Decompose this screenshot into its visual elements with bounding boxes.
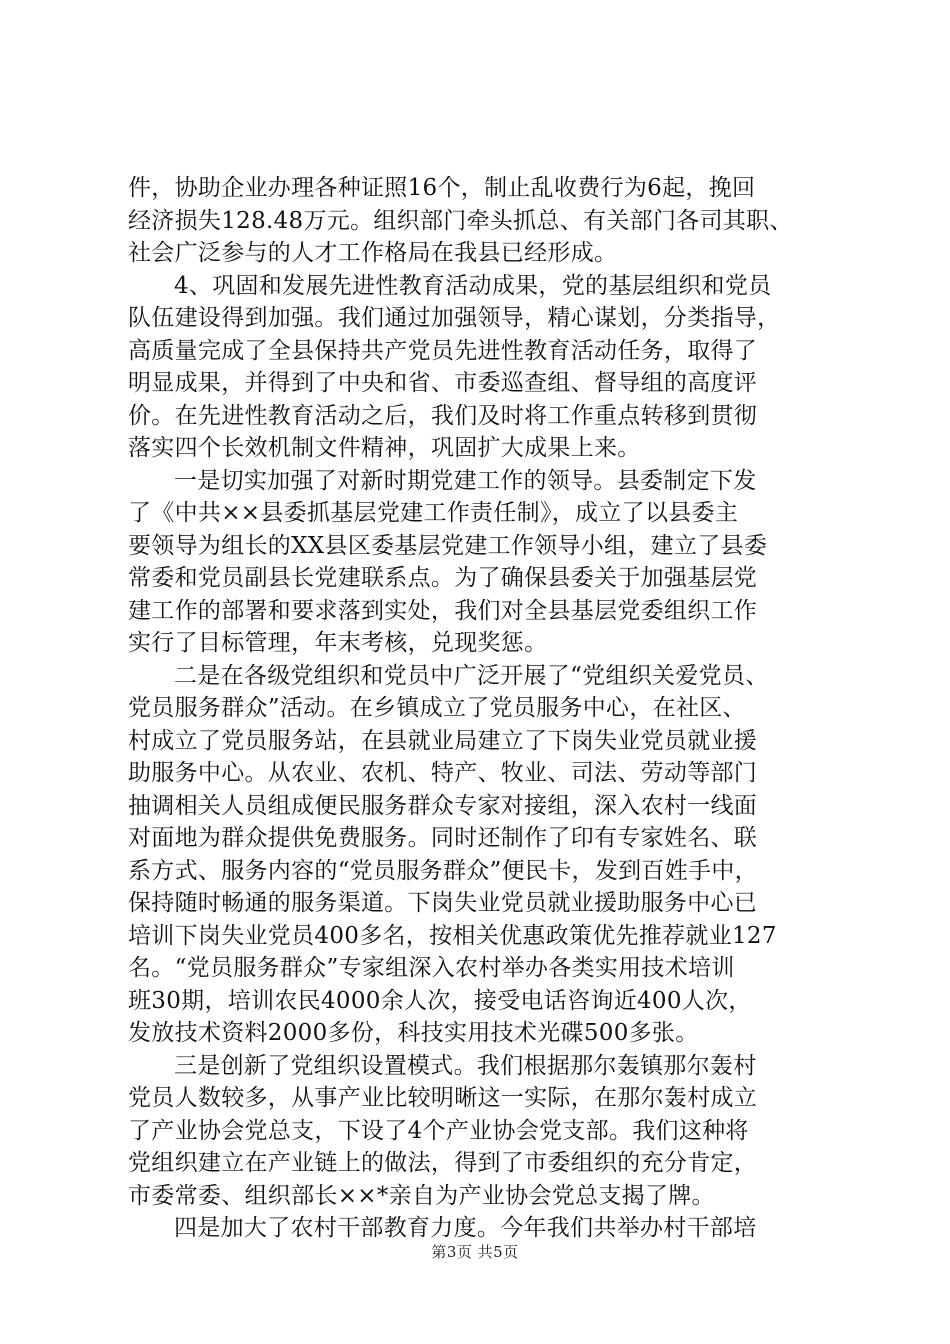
text-line: 高质量完成了全县保持共产党员先进性教育活动任务，取得了 xyxy=(128,337,758,364)
text-line: 名。“党员服务群众”专家组深入农村举办各类实用技术培训 xyxy=(128,955,735,981)
text-line: 一是切实加强了对新时期党建工作的领导。县委制定下发 xyxy=(174,467,757,494)
text-line: 件，协助企业办理各种证照16个，制止乱收费行为6起，挽回 xyxy=(128,175,756,201)
text-line: 4、巩固和发展先进性教育活动成果，党的基层组织和党员 xyxy=(174,272,772,299)
text-line: 发放技术资料2000多份，科技实用技术光碟500多张。 xyxy=(128,1020,699,1046)
text-line: 社会广泛参与的人才工作格局在我县已经形成。 xyxy=(128,240,618,266)
text-line: 党员人数较多，从事产业比较明晰这一实际，在那尔轰村成立 xyxy=(128,1085,758,1111)
text-line: 价。在先进性教育活动之后，我们及时将工作重点转移到贯彻 xyxy=(128,402,758,429)
text-line: 经济损失128.48万元。组织部门牵头抓总、有关部门各司其职、 xyxy=(128,207,793,234)
text-line: 要领导为组长的XX县区委基层党建工作领导小组，建立了县委 xyxy=(128,532,768,559)
text-line: 抽调相关人员组成便民服务群众专家对接组，深入农村一线面 xyxy=(128,792,758,819)
text-line: 班30期，培训农民4000余人次，接受电话咨询近400人次， xyxy=(128,987,752,1014)
text-line: 了产业协会党总支，下设了4个产业协会党支部。我们这种将 xyxy=(128,1117,749,1144)
page-footer: 第3页 共5页 xyxy=(431,1243,519,1261)
text-line: 助服务中心。从农业、农机、特产、牧业、司法、劳动等部门 xyxy=(128,760,758,786)
text-line: 了《中共××县委抓基层党建工作责任制》，成立了以县委主 xyxy=(128,500,739,526)
text-line: 市委常委、组织部长××*亲自为产业协会党总支揭了牌。 xyxy=(128,1182,715,1209)
text-line: 实行了目标管理，年末考核，兑现奖惩。 xyxy=(128,630,548,656)
text-line: 对面地为群众提供免费服务。同时还制作了印有专家姓名、联 xyxy=(128,825,758,851)
text-line: 党员服务群众”活动。在乡镇成立了党员服务中心，在社区、 xyxy=(128,695,746,721)
text-line: 建工作的部署和要求落到实处，我们对全县基层党委组织工作 xyxy=(128,597,758,624)
text-line: 保持随时畅通的服务渠道。下岗失业党员就业援助服务中心已 xyxy=(128,890,758,916)
text-line: 常委和党员副县长党建联系点。为了确保县委关于加强基层党 xyxy=(128,565,758,591)
text-line: 队伍建设得到加强。我们通过加强领导，精心谋划，分类指导， xyxy=(128,305,781,331)
text-line: 明显成果，并得到了中央和省、市委巡查组、督导组的高度评 xyxy=(128,370,758,396)
text-line: 系方式、服务内容的“党员服务群众”便民卡，发到百姓手中， xyxy=(128,857,758,884)
text-line: 落实四个长效机制文件精神，巩固扩大成果上来。 xyxy=(128,435,641,461)
text-line: 四是加大了农村干部教育力度。今年我们共举办村干部培 xyxy=(174,1215,757,1241)
text-line: 培训下岗失业党员400多名，按相关优惠政策优先推荐就业127 xyxy=(128,922,777,949)
text-line: 村成立了党员服务站，在县就业局建立了下岗失业党员就业援 xyxy=(128,727,758,754)
text-line: 党组织建立在产业链上的做法，得到了市委组织的充分肯定， xyxy=(128,1150,758,1176)
text-line: 二是在各级党组织和党员中广泛开展了“党组织关爱党员、 xyxy=(174,662,769,689)
text-line: 三是创新了党组织设置模式。我们根据那尔轰镇那尔轰村 xyxy=(174,1052,757,1079)
document-body xyxy=(128,172,828,1245)
